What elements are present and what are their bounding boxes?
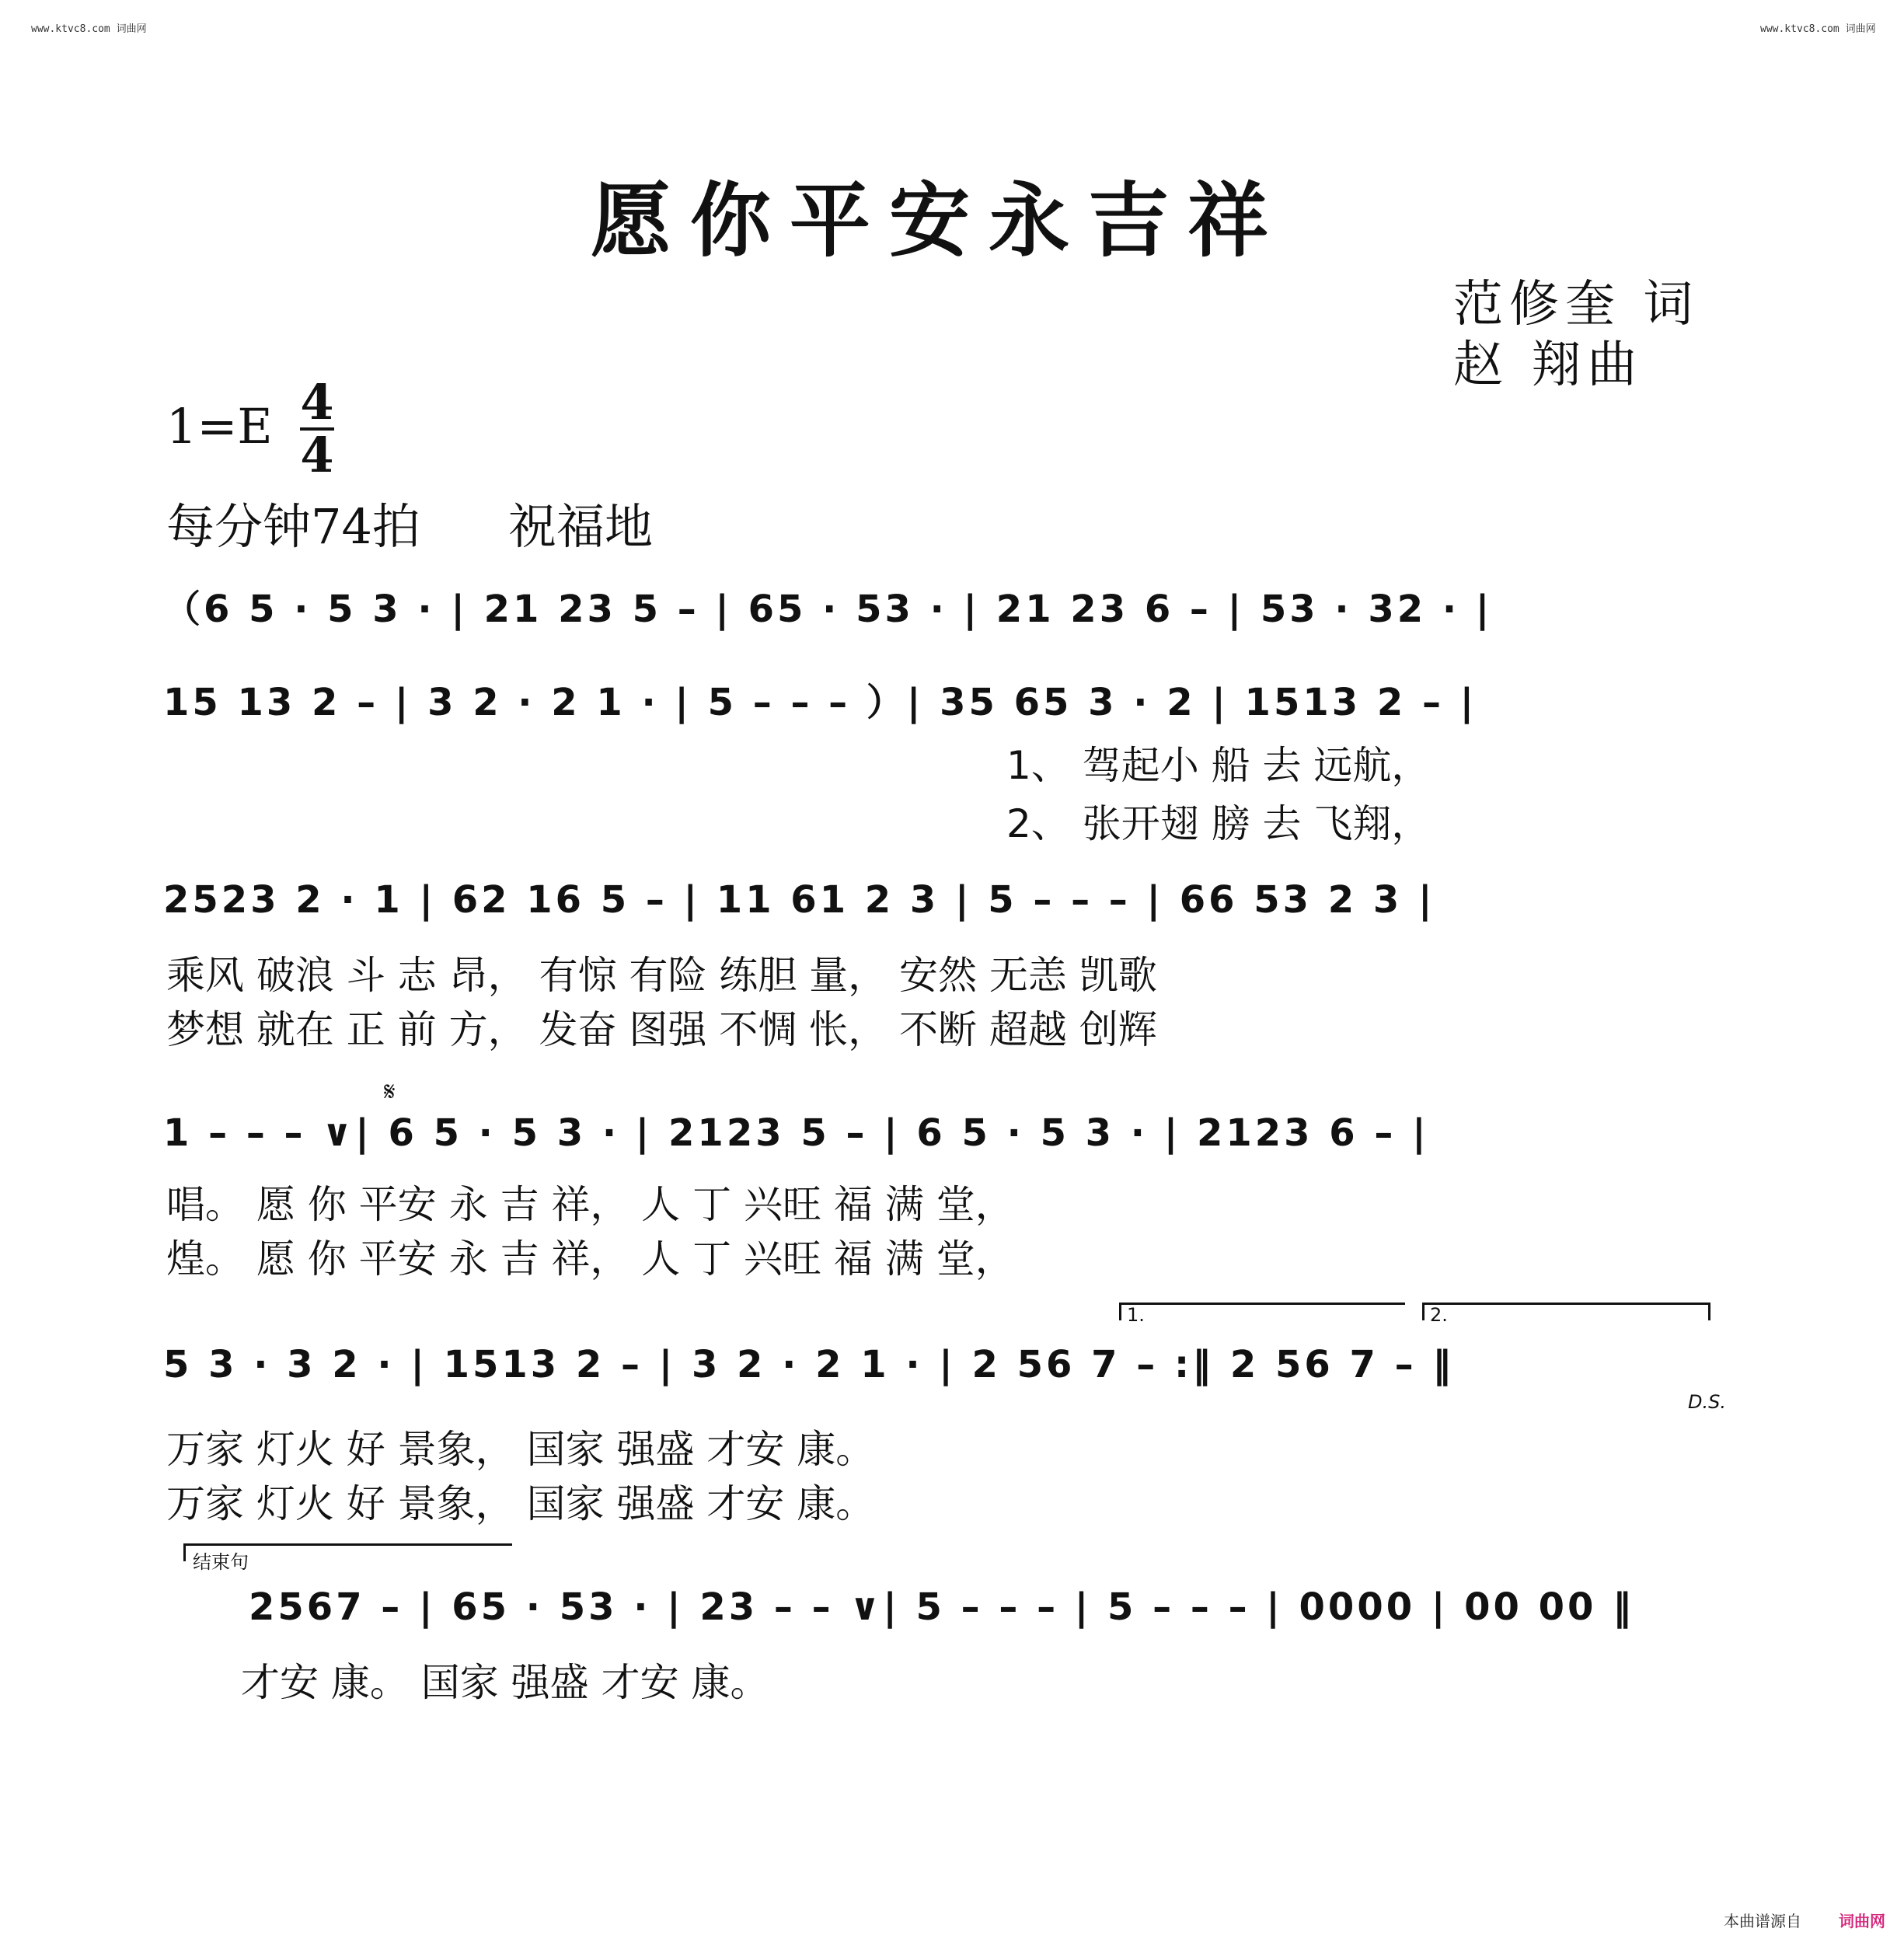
lyrics-row-5-verse-2: 万家 灯火 好 景象， 国家 强盛 才安 康。 (166, 1481, 875, 1526)
lyrics-row-2-verse-1: 1、 驾起小 船 去 远航， (1006, 743, 1431, 788)
time-signature (300, 374, 334, 483)
time-signature-bottom: 4 (300, 427, 334, 483)
volta-bracket-1 (1119, 1303, 1405, 1320)
volta-bracket-2 (1422, 1303, 1710, 1320)
right-watermark-strip (1888, 31, 1899, 1915)
footer-site-logo: 词曲网 (1839, 1912, 1885, 1930)
composer-credit: 赵 翔曲 (1453, 337, 1644, 394)
lyrics-row-6: 才安 康。 国家 强盛 才安 康。 (241, 1660, 769, 1705)
time-signature-top: 4 (300, 374, 334, 431)
lyrics-row-3-verse-2: 梦想 就在 正 前 方， 发奋 图强 不惆 怅， 不断 超越 创辉 (166, 1007, 1157, 1052)
expression-marking: 祝福地 (508, 498, 654, 555)
notation-row-5: 5 3 · 3 2 · | 1513 2 – | 3 2 · 2 1 · | 2 56 7 – :‖ 2 56 7 – ‖ (163, 1343, 1455, 1386)
notation-row-3: 2523 2 · 1 | 62 16 5 – | 11 61 2 3 | 5 – – – | 66 53 2 3 | (163, 878, 1435, 922)
volta-label-1: 1. (1127, 1304, 1145, 1326)
header-site-left: www.ktvc8.com 词曲网 (31, 23, 147, 35)
left-watermark-strip (5, 31, 16, 1915)
lyrics-row-4-verse-2: 煌。 愿 你 平安 永 吉 祥， 人 丁 兴旺 福 满 堂， (166, 1236, 1014, 1282)
footer-source-text: 本曲谱源自 (1724, 1912, 1801, 1930)
segno-sign: 𝄋 (384, 1076, 396, 1107)
volta-label-2: 2. (1430, 1304, 1448, 1326)
key-signature: 1=E (166, 398, 273, 455)
notation-row-4: 1 – – – ∨| 6 5 · 5 3 · | 2123 5 – | 6 5 · 5 3 · | 2123 6 – | (163, 1111, 1429, 1155)
dal-segno-mark: D.S. (1688, 1391, 1726, 1413)
notation-row-2: 15 13 2 – | 3 2 · 2 1 · | 5 – – – ）| 35 65 3 · 2 | 1513 2 – | (163, 681, 1477, 724)
lyrics-row-5-verse-1: 万家 灯火 好 景象， 国家 强盛 才安 康。 (166, 1427, 875, 1472)
notation-row-6: 2567 – | 65 · 53 · | 23 – – ∨| 5 – – – | 5 – – – | 0000 | 00 00 ‖ (249, 1585, 1635, 1629)
notation-row-1: （6 5 · 5 3 · | 21 23 5 – | 65 · 53 · | 21 23 6 – | 53 · 32 · | (163, 588, 1493, 631)
ending-label: 结束句 (193, 1551, 249, 1573)
tempo-marking: 每分钟74拍 (166, 498, 420, 555)
lyrics-row-2-verse-2: 2、 张开翅 膀 去 飞翔， (1006, 801, 1431, 846)
header-site-right: www.ktvc8.com 词曲网 (1760, 23, 1876, 35)
page-title: 愿你平安永吉祥 (591, 173, 1288, 268)
lyrics-row-3-verse-1: 乘风 破浪 斗 志 昂， 有惊 有险 练胆 量， 安然 无恙 凯歌 (166, 953, 1157, 998)
lyrics-row-4-verse-1: 唱。 愿 你 平安 永 吉 祥， 人 丁 兴旺 福 满 堂， (166, 1182, 1014, 1227)
lyricist-credit: 范修奎 词 (1453, 276, 1700, 333)
